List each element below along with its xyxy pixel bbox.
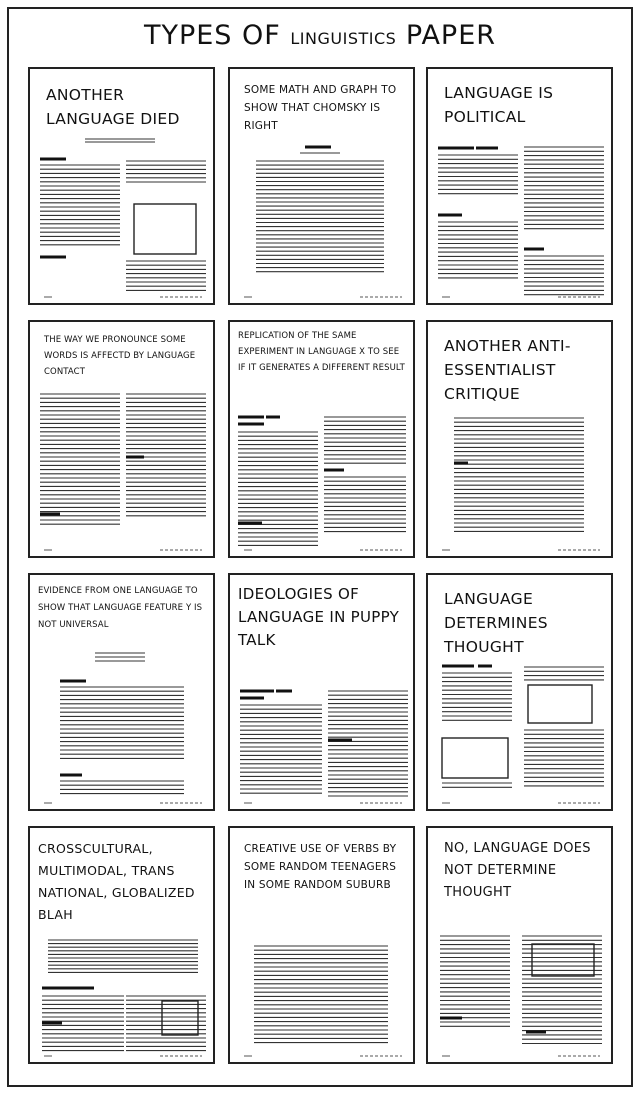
- title-subject: LINGUISTICS: [290, 29, 397, 48]
- heading-bar: [476, 147, 498, 150]
- heading-bar: [240, 697, 264, 700]
- figure-box: [442, 738, 508, 778]
- title-suffix: PAPER: [405, 20, 497, 51]
- panel-title: EVIDENCE FROM ONE LANGUAGE TO SHOW THAT LANGUAGE FEATURE Y IS NOT UNIVERSAL: [38, 586, 203, 630]
- panel-another-language-died: [28, 67, 215, 305]
- panel-title: IDEOLOGIES OF LANGUAGE IN PUPPY TALK: [238, 585, 400, 649]
- panel-title: SOME MATH AND GRAPH TO SHOW THAT CHOMSKY IS RIGHT: [244, 84, 397, 132]
- figure-box: [134, 204, 196, 254]
- paper-mockup: [428, 322, 613, 558]
- panel-title: REPLICATION OF THE SAME EXPERIMENT IN LANGUAGE X TO SEE IF IT GENERATES A DIFFERENT RESULT: [238, 331, 405, 373]
- panel-anti-essentialist: [426, 320, 613, 558]
- heading-bar: [328, 739, 352, 742]
- paper-mockup: [230, 69, 415, 305]
- heading-bar: [524, 248, 544, 251]
- paper-mockup: [30, 575, 215, 811]
- heading-bar: [238, 423, 264, 426]
- heading-bar: [40, 256, 66, 259]
- heading-bar: [438, 214, 462, 217]
- paper-mockup: [428, 828, 613, 1064]
- heading-bar: [42, 987, 94, 990]
- panel-title: LANGUAGE IS POLITICAL: [444, 84, 554, 126]
- heading-bar: [238, 416, 264, 419]
- heading-bar: [276, 690, 292, 693]
- title-prefix: TYPES OF: [143, 20, 281, 51]
- heading-bar: [60, 774, 82, 777]
- panel-title: ANOTHER LANGUAGE DIED: [46, 86, 180, 128]
- heading-bar: [454, 462, 468, 465]
- paper-mockup: [230, 575, 415, 811]
- panel-title: THE WAY WE PRONOUNCE SOME WORDS IS AFFECTD BY LANGUAGE CONTACT: [44, 335, 196, 377]
- heading-bar: [60, 680, 86, 683]
- figure-box: [528, 685, 592, 723]
- panel-title: CREATIVE USE OF VERBS BY SOME RANDOM TEENAGERS IN SOME RANDOM SUBURB: [244, 843, 397, 891]
- panel-pronunciation-contact: [28, 320, 215, 558]
- panel-title: LANGUAGE DETERMINES THOUGHT: [444, 590, 548, 656]
- paper-mockup: [230, 828, 415, 1064]
- heading-bar: [305, 146, 331, 149]
- heading-bar: [126, 456, 144, 459]
- heading-bar: [526, 1031, 546, 1034]
- heading-bar: [442, 665, 474, 668]
- panel-title: NO, LANGUAGE DOES NOT DETERMINE THOUGHT: [444, 841, 591, 900]
- heading-bar: [40, 158, 66, 161]
- heading-bar: [440, 1017, 462, 1020]
- panel-title: ANOTHER ANTI-ESSENTIALIST CRITIQUE: [444, 337, 571, 403]
- paper-mockup: [30, 828, 215, 1064]
- paper-mockup: [428, 575, 613, 811]
- heading-bar: [42, 1022, 62, 1025]
- heading-bar: [324, 469, 344, 472]
- panel-title: CROSSCULTURAL, MULTIMODAL, TRANS NATIONAL, GLOBALIZED BLAH: [38, 841, 195, 922]
- heading-bar: [240, 690, 274, 693]
- panel-teenager-verbs: [228, 826, 415, 1064]
- heading-bar: [238, 522, 262, 525]
- panel-language-is-political: [426, 67, 613, 305]
- paper-mockup: [230, 322, 415, 558]
- panel-language-determines-thought: [426, 573, 613, 811]
- panel-crosscultural: [28, 826, 215, 1064]
- heading-bar: [478, 665, 492, 668]
- heading-bar: [40, 513, 60, 516]
- panel-puppy-talk: [228, 573, 415, 811]
- comic-title: [0, 20, 640, 51]
- heading-bar: [266, 416, 280, 419]
- paper-mockup: [30, 322, 215, 558]
- panel-language-does-not-determine-thought: [426, 826, 613, 1064]
- heading-bar: [438, 147, 474, 150]
- panel-chomsky-is-right: [228, 67, 415, 305]
- panel-replication: [228, 320, 415, 558]
- paper-mockup: [428, 69, 613, 305]
- paper-mockup: [30, 69, 215, 305]
- panel-not-universal: [28, 573, 215, 811]
